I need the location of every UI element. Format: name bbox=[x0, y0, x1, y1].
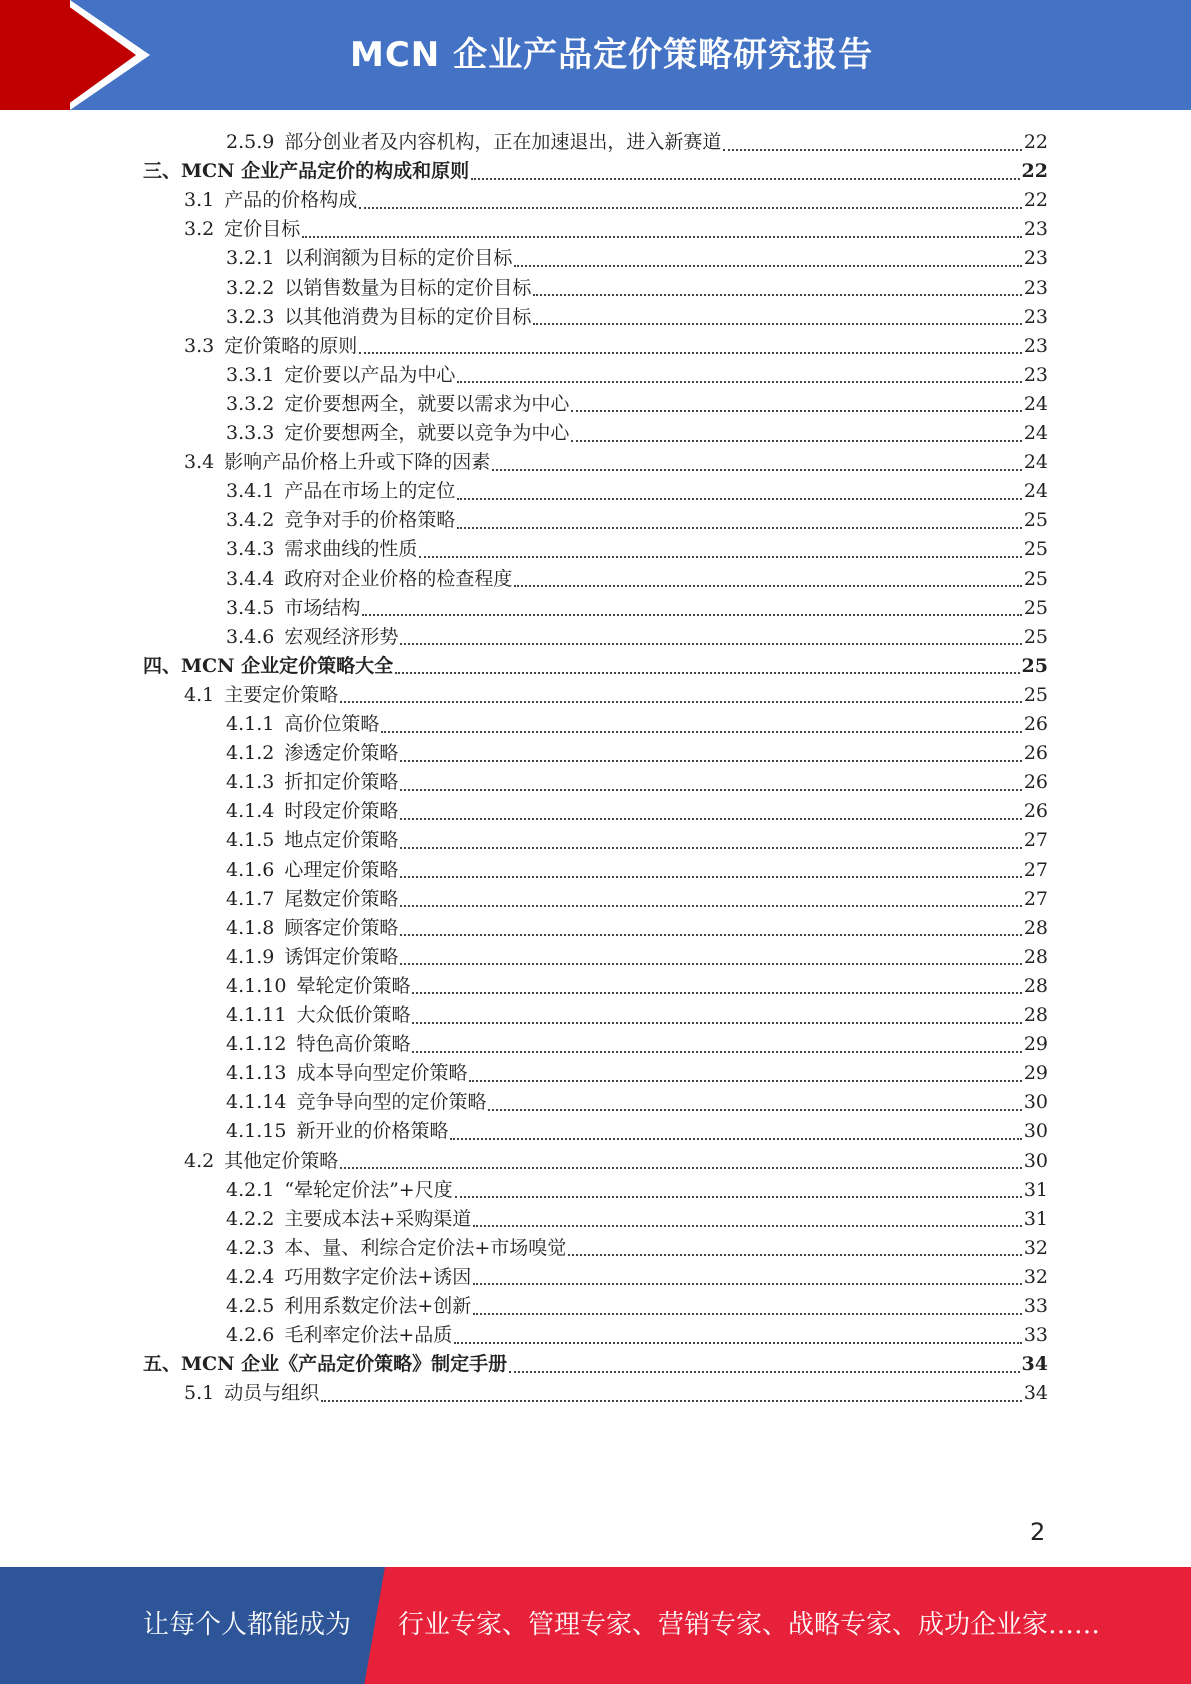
toc-entry-text: 需求曲线的性质 bbox=[284, 538, 418, 561]
toc-entry-number: 4.1 bbox=[184, 683, 215, 706]
toc-entry-label bbox=[184, 214, 300, 245]
toc-entry-number: 4.1.15 bbox=[226, 1120, 287, 1143]
toc-entry-label bbox=[226, 1175, 453, 1206]
toc-dot-leader bbox=[400, 934, 1021, 936]
toc-entry[interactable] bbox=[184, 214, 1048, 245]
toc-entry-label bbox=[226, 1262, 471, 1293]
toc-entry-label bbox=[226, 855, 398, 886]
toc-entry[interactable] bbox=[226, 1000, 1048, 1031]
toc-entry-page: 25 bbox=[1021, 654, 1048, 677]
toc-entry-label bbox=[184, 1146, 338, 1177]
toc-entry-label bbox=[226, 767, 398, 798]
toc-dot-leader bbox=[412, 1051, 1021, 1053]
toc-dot-leader bbox=[454, 1342, 1022, 1344]
toc-dot-leader bbox=[412, 1022, 1021, 1024]
toc-entry-label bbox=[226, 360, 455, 391]
toc-entry-label bbox=[226, 709, 379, 740]
toc-dot-leader bbox=[340, 1167, 1022, 1169]
toc-entry-text: 渗透定价策略 bbox=[284, 742, 399, 765]
toc-entry-label bbox=[226, 273, 531, 304]
toc-entry-text: 定价目标 bbox=[224, 218, 301, 241]
toc-entry-label bbox=[226, 389, 569, 420]
toc-entry-number: 3.4.1 bbox=[226, 480, 275, 503]
toc-entry-page: 32 bbox=[1023, 1265, 1048, 1288]
toc-entry-text: 竞争导向型的定价策略 bbox=[296, 1091, 487, 1114]
toc-entry-number: 4.1.11 bbox=[226, 1004, 287, 1026]
toc-entry-label bbox=[226, 1058, 467, 1089]
toc-dot-leader bbox=[533, 323, 1021, 325]
toc-entry-label bbox=[226, 913, 398, 944]
toc-entry-text: 大众低价策略 bbox=[296, 1004, 411, 1026]
toc-entry-label bbox=[226, 127, 721, 158]
toc-entry-page: 29 bbox=[1023, 1033, 1048, 1056]
toc-entry-text: 产品在市场上的定位 bbox=[284, 480, 456, 503]
toc-entry[interactable] bbox=[226, 1262, 1048, 1293]
toc-entry-number: 4.2.1 bbox=[226, 1178, 275, 1201]
toc-entry-text: 影响产品价格上升或下降的因素 bbox=[224, 451, 491, 474]
toc-dot-leader bbox=[571, 440, 1021, 442]
toc-entry-number: 4.1.2 bbox=[226, 742, 275, 765]
toc-entry-number: 4.1.8 bbox=[226, 916, 275, 939]
toc-entry-text: 高价位策略 bbox=[284, 713, 380, 735]
toc-entry-text: 特色高价策略 bbox=[296, 1033, 411, 1056]
toc-entry-page: 22 bbox=[1023, 189, 1048, 212]
toc-dot-leader bbox=[473, 1225, 1022, 1227]
toc-entry-text: MCN 企业定价策略大全 bbox=[181, 654, 394, 677]
toc-entry-number: 4.2.6 bbox=[226, 1324, 275, 1347]
toc-dot-leader bbox=[457, 381, 1021, 383]
toc-entry-page: 22 bbox=[1021, 160, 1048, 183]
toc-entry[interactable] bbox=[143, 156, 1048, 187]
toc-entry-number: 5.1 bbox=[184, 1382, 215, 1405]
toc-entry-number: 4.1.13 bbox=[226, 1062, 287, 1085]
toc-dot-leader bbox=[400, 643, 1021, 645]
toc-dot-leader bbox=[419, 556, 1021, 558]
toc-entry-text: 尾数定价策略 bbox=[284, 887, 399, 910]
toc-entry-label bbox=[184, 331, 357, 362]
toc-entry[interactable] bbox=[226, 593, 1048, 624]
toc-entry-number: 3.3.2 bbox=[226, 392, 275, 415]
toc-entry-text: MCN 企业产品定价的构成和原则 bbox=[181, 160, 470, 183]
toc-entry-number: 五、 bbox=[143, 1353, 182, 1376]
toc-entry-label bbox=[226, 971, 410, 1002]
toc-entry-text: 部分创业者及内容机构，正在加速退出，进入新赛道 bbox=[284, 131, 722, 153]
toc-entry[interactable] bbox=[226, 971, 1048, 1002]
toc-entry[interactable] bbox=[226, 1116, 1048, 1147]
toc-dot-leader bbox=[321, 1400, 1022, 1402]
toc-entry-text: 以销售数量为目标的定价目标 bbox=[284, 276, 532, 299]
toc-dot-leader bbox=[359, 352, 1022, 354]
toc-entry-number: 4.1.6 bbox=[226, 858, 275, 881]
toc-entry[interactable] bbox=[226, 709, 1048, 740]
toc-dot-leader bbox=[381, 731, 1021, 733]
toc-entry-text: 宏观经济形势 bbox=[284, 625, 399, 648]
toc-entry-page: 31 bbox=[1023, 1178, 1048, 1201]
toc-entry-text: 政府对企业价格的检查程度 bbox=[284, 567, 513, 590]
toc-entry[interactable] bbox=[226, 738, 1048, 769]
toc-entry-text: 产品的价格构成 bbox=[224, 189, 358, 212]
toc-entry-label bbox=[226, 418, 569, 449]
toc-entry-text: “晕轮定价法”+尺度 bbox=[284, 1178, 453, 1201]
toc-entry[interactable] bbox=[226, 302, 1048, 333]
toc-entry[interactable] bbox=[184, 1378, 1048, 1409]
toc-entry-label bbox=[226, 1000, 410, 1031]
toc-entry-number: 4.1.9 bbox=[226, 945, 275, 968]
toc-entry-label bbox=[226, 505, 455, 536]
toc-entry-page: 29 bbox=[1023, 1062, 1048, 1085]
toc-entry-label bbox=[226, 1116, 448, 1147]
toc-entry-label bbox=[226, 1291, 471, 1322]
toc-entry-text: 主要定价策略 bbox=[224, 683, 339, 706]
toc-dot-leader bbox=[455, 1196, 1022, 1198]
toc-entry-page: 34 bbox=[1023, 1382, 1048, 1405]
toc-entry[interactable] bbox=[184, 185, 1048, 216]
toc-entry-page: 23 bbox=[1023, 334, 1048, 357]
toc-entry-number: 三、 bbox=[143, 160, 182, 183]
toc-entry-text: 诱饵定价策略 bbox=[284, 945, 399, 968]
toc-entry-text: 动员与组织 bbox=[224, 1382, 320, 1405]
toc-entry-number: 3.3 bbox=[184, 334, 215, 357]
toc-entry-text: 本、量、利综合定价法+市场嗅觉 bbox=[284, 1236, 567, 1259]
toc-dot-leader bbox=[492, 469, 1022, 471]
toc-entry-label bbox=[143, 1349, 507, 1380]
toc-dot-leader bbox=[471, 178, 1019, 180]
toc-entry-text: 新开业的价格策略 bbox=[296, 1120, 449, 1143]
toc-entry-number: 3.4.2 bbox=[226, 509, 275, 532]
toc-dot-leader bbox=[400, 789, 1021, 791]
toc-entry[interactable] bbox=[226, 1175, 1048, 1206]
toc-entry-number: 3.2.2 bbox=[226, 276, 275, 299]
toc-entry-label bbox=[226, 1320, 452, 1351]
toc-entry-label bbox=[226, 1233, 566, 1264]
toc-entry-page: 24 bbox=[1023, 392, 1048, 415]
toc-dot-leader bbox=[473, 1283, 1022, 1285]
toc-entry-text: 定价要想两全，就要以竞争为中心 bbox=[284, 422, 570, 444]
toc-entry-label bbox=[184, 447, 490, 478]
toc-entry-text: 定价策略的原则 bbox=[224, 334, 358, 357]
toc-entry-text: 以其他消费为目标的定价目标 bbox=[284, 305, 532, 328]
toc-entry-text: 成本导向型定价策略 bbox=[296, 1062, 468, 1085]
toc-entry-label bbox=[184, 680, 338, 711]
toc-entry-number: 4.2.5 bbox=[226, 1295, 275, 1317]
toc-entry[interactable] bbox=[226, 1058, 1048, 1089]
toc-entry-number: 4.1.3 bbox=[226, 771, 275, 794]
toc-entry-page: 34 bbox=[1021, 1353, 1048, 1376]
toc-entry-page: 24 bbox=[1023, 480, 1048, 503]
toc-entry-label bbox=[226, 302, 531, 333]
toc-dot-leader bbox=[509, 1371, 1019, 1373]
page-header bbox=[0, 0, 1191, 110]
toc-entry-label bbox=[226, 738, 398, 769]
toc-entry[interactable] bbox=[226, 767, 1048, 798]
toc-dot-leader bbox=[450, 1138, 1021, 1140]
toc-entry[interactable] bbox=[226, 622, 1048, 653]
toc-entry-page: 31 bbox=[1023, 1207, 1048, 1230]
toc-dot-leader bbox=[302, 236, 1022, 238]
toc-entry-page: 23 bbox=[1023, 247, 1048, 270]
toc-dot-leader bbox=[400, 760, 1021, 762]
toc-entry-text: 巧用数字定价法+诱因 bbox=[284, 1265, 472, 1288]
toc-entry-text: 顾客定价策略 bbox=[284, 916, 399, 939]
toc-entry-page: 33 bbox=[1023, 1324, 1048, 1347]
toc-entry-number: 3.1 bbox=[184, 189, 215, 212]
toc-entry-page: 28 bbox=[1023, 945, 1048, 968]
toc-entry-number: 3.4.3 bbox=[226, 538, 275, 561]
toc-dot-leader bbox=[400, 963, 1021, 965]
toc-entry-page: 27 bbox=[1023, 887, 1048, 910]
toc-entry-text: 时段定价策略 bbox=[284, 800, 399, 823]
toc-entry-page: 25 bbox=[1023, 625, 1048, 648]
toc-entry-page: 30 bbox=[1023, 1120, 1048, 1143]
toc-entry-page: 25 bbox=[1023, 567, 1048, 590]
toc-entry[interactable] bbox=[226, 825, 1048, 856]
toc-entry[interactable] bbox=[226, 243, 1048, 274]
toc-entry-number: 4.1.1 bbox=[226, 713, 275, 735]
toc-entry-number: 四、 bbox=[143, 654, 182, 677]
toc-dot-leader bbox=[488, 1109, 1021, 1111]
page-number: 2 bbox=[1030, 1518, 1046, 1546]
toc-entry-number: 3.4.4 bbox=[226, 567, 275, 590]
toc-entry-label bbox=[226, 534, 417, 565]
toc-dot-leader bbox=[400, 876, 1021, 878]
toc-entry[interactable] bbox=[226, 534, 1048, 565]
toc-entry[interactable] bbox=[226, 127, 1048, 158]
toc-entry-label bbox=[226, 1029, 410, 1060]
toc-entry-number: 3.4 bbox=[184, 451, 215, 474]
toc-entry-number: 4.2.2 bbox=[226, 1207, 275, 1230]
toc-entry[interactable] bbox=[226, 476, 1048, 507]
toc-entry-number: 3.4.6 bbox=[226, 625, 275, 648]
toc-entry-page: 23 bbox=[1023, 218, 1048, 241]
header-red-chevron bbox=[60, 0, 136, 110]
toc-entry-page: 26 bbox=[1023, 742, 1048, 765]
toc-entry[interactable] bbox=[143, 1349, 1048, 1380]
toc-entry-number: 4.2.4 bbox=[226, 1265, 275, 1288]
toc-entry[interactable] bbox=[226, 273, 1048, 304]
toc-entry[interactable] bbox=[226, 418, 1048, 449]
toc-entry-page: 30 bbox=[1023, 1091, 1048, 1114]
toc-entry-page: 25 bbox=[1023, 538, 1048, 561]
toc-entry-page: 23 bbox=[1023, 305, 1048, 328]
toc-entry[interactable] bbox=[226, 942, 1048, 973]
toc-entry-page: 30 bbox=[1023, 1149, 1048, 1172]
toc-entry-number: 3.3.3 bbox=[226, 422, 275, 444]
footer-slogan-right: 行业专家、管理专家、营销专家、战略专家、成功企业家…… bbox=[398, 1610, 1101, 1640]
toc-entry-page: 27 bbox=[1023, 858, 1048, 881]
toc-entry-page: 25 bbox=[1023, 596, 1048, 619]
toc-entry-label bbox=[226, 1087, 486, 1118]
toc-entry-text: 主要成本法+采购渠道 bbox=[284, 1207, 472, 1230]
toc-entry-label bbox=[226, 476, 455, 507]
toc-entry-page: 25 bbox=[1023, 683, 1048, 706]
toc-entry-label bbox=[226, 1204, 471, 1235]
toc-entry[interactable] bbox=[226, 505, 1048, 536]
toc-entry-text: 地点定价策略 bbox=[284, 829, 399, 852]
toc-entry[interactable] bbox=[226, 1204, 1048, 1235]
toc-dot-leader bbox=[533, 294, 1021, 296]
toc-entry-page: 26 bbox=[1023, 713, 1048, 735]
toc-dot-leader bbox=[571, 410, 1021, 412]
toc-dot-leader bbox=[469, 1080, 1021, 1082]
toc-entry-page: 28 bbox=[1023, 974, 1048, 997]
toc-entry-label bbox=[184, 1378, 319, 1409]
toc-dot-leader bbox=[400, 905, 1021, 907]
toc-entry-number: 3.4.5 bbox=[226, 596, 275, 619]
toc-entry[interactable] bbox=[226, 1087, 1048, 1118]
toc-entry[interactable] bbox=[226, 1291, 1048, 1322]
toc-entry-label bbox=[143, 156, 469, 187]
toc-entry-number: 3.2.1 bbox=[226, 247, 275, 270]
toc-entry-page: 26 bbox=[1023, 800, 1048, 823]
toc-entry[interactable] bbox=[184, 447, 1048, 478]
toc-entry[interactable] bbox=[226, 855, 1048, 886]
toc-entry-label bbox=[226, 593, 360, 624]
toc-entry-text: 市场结构 bbox=[284, 596, 361, 619]
toc-entry-label bbox=[226, 884, 398, 915]
toc-entry-label bbox=[226, 564, 512, 595]
toc-entry[interactable] bbox=[184, 331, 1048, 362]
toc-dot-leader bbox=[457, 498, 1021, 500]
toc-entry-page: 23 bbox=[1023, 276, 1048, 299]
toc-entry-page: 23 bbox=[1023, 363, 1048, 386]
toc-entry-text: 定价要想两全，就要以需求为中心 bbox=[284, 392, 570, 415]
toc-entry-label bbox=[226, 796, 398, 827]
toc-dot-leader bbox=[359, 207, 1022, 209]
toc-entry-number: 4.2.3 bbox=[226, 1236, 275, 1259]
toc-dot-leader bbox=[340, 701, 1022, 703]
toc-dot-leader bbox=[568, 1254, 1022, 1256]
toc-entry-number: 4.1.5 bbox=[226, 829, 275, 852]
toc-entry-text: 利用系数定价法+创新 bbox=[284, 1295, 472, 1317]
toc-entry-text: 定价要以产品为中心 bbox=[284, 363, 456, 386]
toc-entry-text: 折扣定价策略 bbox=[284, 771, 399, 794]
toc-entry-number: 3.2.3 bbox=[226, 305, 275, 328]
toc-entry-page: 33 bbox=[1023, 1295, 1048, 1317]
toc-dot-leader bbox=[362, 614, 1021, 616]
toc-entry[interactable] bbox=[143, 651, 1048, 682]
toc-entry[interactable] bbox=[184, 1146, 1048, 1177]
toc-dot-leader bbox=[412, 992, 1021, 994]
toc-entry-label bbox=[184, 185, 357, 216]
toc-entry-page: 32 bbox=[1023, 1236, 1048, 1259]
toc-entry[interactable] bbox=[226, 1320, 1048, 1351]
toc-entry-page: 24 bbox=[1023, 451, 1048, 474]
toc-dot-leader bbox=[514, 265, 1021, 267]
toc-entry-number: 4.2 bbox=[184, 1149, 215, 1172]
toc-entry-text: 毛利率定价法+品质 bbox=[284, 1324, 453, 1347]
toc-dot-leader bbox=[400, 818, 1021, 820]
toc-entry[interactable] bbox=[184, 680, 1048, 711]
toc-entry-page: 26 bbox=[1023, 771, 1048, 794]
report-title: MCN 企业产品定价策略研究报告 bbox=[350, 35, 874, 75]
toc-entry-text: 晕轮定价策略 bbox=[296, 974, 411, 997]
page-footer bbox=[0, 1567, 1191, 1684]
toc-entry-number: 4.1.4 bbox=[226, 800, 275, 823]
toc-entry-label bbox=[143, 651, 393, 682]
toc-entry-number: 4.1.12 bbox=[226, 1033, 287, 1056]
toc-entry[interactable] bbox=[226, 1233, 1048, 1264]
toc-entry[interactable] bbox=[226, 564, 1048, 595]
toc-entry[interactable] bbox=[226, 360, 1048, 391]
toc-entry-number: 3.3.1 bbox=[226, 363, 275, 386]
toc-entry[interactable] bbox=[226, 884, 1048, 915]
toc-entry-page: 22 bbox=[1023, 131, 1048, 153]
toc-entry-page: 27 bbox=[1023, 829, 1048, 852]
toc-dot-leader bbox=[473, 1313, 1022, 1315]
toc-entry-page: 28 bbox=[1023, 916, 1048, 939]
toc-entry-number: 4.1.10 bbox=[226, 974, 287, 997]
toc-entry[interactable] bbox=[226, 796, 1048, 827]
toc-entry-text: MCN 企业《产品定价策略》制定手册 bbox=[181, 1353, 508, 1376]
toc-entry-label bbox=[226, 825, 398, 856]
toc-entry-text: 以利润额为目标的定价目标 bbox=[284, 247, 513, 270]
toc-entry[interactable] bbox=[226, 1029, 1048, 1060]
toc-entry-label bbox=[226, 243, 512, 274]
toc-entry[interactable] bbox=[226, 913, 1048, 944]
toc-entry-number: 3.2 bbox=[184, 218, 215, 241]
toc-dot-leader bbox=[514, 585, 1021, 587]
toc-entry-number: 2.5.9 bbox=[226, 131, 275, 153]
toc-entry-text: 其他定价策略 bbox=[224, 1149, 339, 1172]
toc-entry-page: 28 bbox=[1023, 1004, 1048, 1026]
toc-entry-page: 25 bbox=[1023, 509, 1048, 532]
toc-entry[interactable] bbox=[226, 389, 1048, 420]
toc-entry-number: 4.1.7 bbox=[226, 887, 275, 910]
toc-entry-page: 24 bbox=[1023, 422, 1048, 444]
toc-entry-label bbox=[226, 942, 398, 973]
toc-entry-label bbox=[226, 622, 398, 653]
toc-dot-leader bbox=[457, 527, 1021, 529]
toc-entry-number: 4.1.14 bbox=[226, 1091, 287, 1114]
toc-dot-leader bbox=[395, 672, 1019, 674]
toc-entry-text: 心理定价策略 bbox=[284, 858, 399, 881]
toc-entry-text: 竞争对手的价格策略 bbox=[284, 509, 456, 532]
toc-dot-leader bbox=[723, 149, 1021, 151]
footer-slogan-left: 让每个人都能成为 bbox=[143, 1610, 352, 1640]
toc-dot-leader bbox=[400, 847, 1021, 849]
